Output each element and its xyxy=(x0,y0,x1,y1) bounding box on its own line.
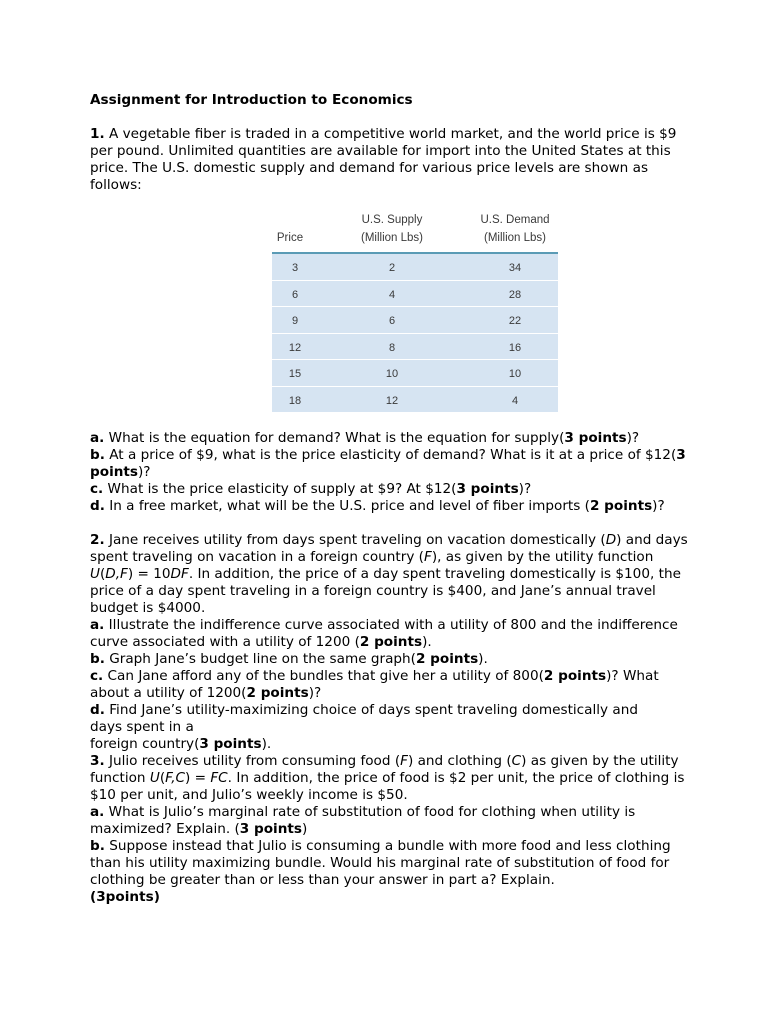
var: U xyxy=(90,566,100,582)
text: . In addition, the price of a day spent traveling domestically is $100, the price of a day spent traveling in a foreign country is $400, and Jane’s annual travel budget is $4000. xyxy=(90,566,681,616)
var: FC xyxy=(210,770,228,786)
cell-demand: 10 xyxy=(508,368,522,380)
header-demand-line2: (Million Lbs) xyxy=(484,232,546,244)
table-row xyxy=(272,281,558,308)
text: ) as given by the utility function xyxy=(90,753,679,786)
part-text: Suppose instead that Julio is consuming a bundle with more food and less clothing than his utility maximizing bundle. Would his marginal rate of substitution of food for clothing be greater than or less than your answer in part a? Explain. xyxy=(90,838,671,888)
cell-supply: 2 xyxy=(388,262,396,274)
text: Jane receives utility from days spent traveling on vacation domestically ( xyxy=(104,532,606,548)
var: F xyxy=(400,753,408,769)
part-text: ( xyxy=(90,889,97,905)
part-text-end: )? xyxy=(518,481,532,497)
part-label: c. xyxy=(90,481,104,497)
part-text-end: ) xyxy=(301,821,308,837)
part-text: What is the equation for demand? What is the equation for supply( xyxy=(104,430,565,446)
header-demand xyxy=(470,211,560,247)
part-text-end: ). xyxy=(478,651,488,667)
var: F xyxy=(423,549,432,565)
table-row xyxy=(272,254,558,281)
part-label: b. xyxy=(90,447,105,463)
question-1d xyxy=(90,498,690,515)
text: ( xyxy=(159,770,166,786)
cell-price: 12 xyxy=(288,341,302,354)
part-text: foreign country( xyxy=(90,736,200,752)
points: 3 points xyxy=(90,447,686,480)
question-3a xyxy=(90,804,690,838)
table-row xyxy=(272,360,558,387)
cell-price: 9 xyxy=(291,315,299,327)
part-text-end: )? xyxy=(652,498,665,514)
part-text: At a price of $9, what is the price elasticity of demand? What is it at a price of $12( xyxy=(104,447,677,463)
table-row xyxy=(272,307,558,334)
points: 2 points xyxy=(359,634,423,650)
cell-demand: 16 xyxy=(508,341,522,354)
cell-price: 3 xyxy=(291,262,299,274)
var: F,C xyxy=(165,770,186,786)
table-row xyxy=(272,334,558,361)
cell-demand: 28 xyxy=(508,288,522,301)
var: U xyxy=(149,770,160,786)
points: 3 points xyxy=(239,821,302,837)
table-header xyxy=(272,209,558,254)
points: 3 points xyxy=(199,736,262,752)
var: D,F xyxy=(105,566,128,582)
points: 3 points xyxy=(564,430,627,446)
header-price: Price xyxy=(276,232,304,244)
question-text: A vegetable fiber is traded in a competitive world market, and the world price is $9 per pound. Unlimited quantities are available for import into the United States at this price. The U.S. domestic supply and demand for various price levels are shown as follows: xyxy=(90,126,677,193)
var: C xyxy=(511,753,522,769)
part-label: a. xyxy=(90,430,105,446)
header-supply xyxy=(352,211,432,247)
text: ) and days spent traveling on vacation in a foreign country ( xyxy=(90,532,688,565)
part-text: Find Jane’s utility-maximizing choice of days spent traveling domestically and days spent in a xyxy=(90,702,638,735)
cell-supply: 8 xyxy=(388,341,396,354)
points: 3 points xyxy=(456,481,519,497)
question-number: 1. xyxy=(90,126,105,142)
part-label: a. xyxy=(90,804,105,820)
part-text: Graph Jane’s budget line on the same graph( xyxy=(104,651,416,667)
points: 3points xyxy=(96,889,154,905)
cell-supply: 12 xyxy=(385,394,399,407)
question-1a xyxy=(90,430,690,447)
part-text: In a free market, what will be the U.S. price and level of fiber imports ( xyxy=(104,498,590,514)
part-text-end: )? xyxy=(308,685,322,701)
supply-demand-table xyxy=(272,209,558,410)
text: ) = 10 xyxy=(127,566,171,582)
part-label: b. xyxy=(90,651,105,667)
cell-price: 6 xyxy=(291,288,299,301)
question-3-intro xyxy=(90,753,690,804)
cell-demand: 22 xyxy=(508,315,522,327)
points: 2 points xyxy=(543,668,607,684)
part-text: )? What about a utility of 1200( xyxy=(90,668,659,701)
question-1c xyxy=(90,481,690,498)
cell-supply: 10 xyxy=(385,368,399,380)
part-label: b. xyxy=(90,838,105,854)
text: . In addition, the price of food is $2 per unit, the price of clothing is $10 per unit, and Julio’s weekly income is $50. xyxy=(90,770,685,803)
text: ) = xyxy=(185,770,211,786)
var: D xyxy=(605,532,617,548)
cell-demand: 4 xyxy=(511,394,519,407)
part-label: a. xyxy=(90,617,105,633)
header-supply-line2: (Million Lbs) xyxy=(361,232,423,244)
text: ) and clothing ( xyxy=(407,753,512,769)
question-2b xyxy=(90,651,690,668)
text: Julio receives utility from consuming food ( xyxy=(104,753,401,769)
page-title: Assignment for Introduction to Economics xyxy=(90,92,413,108)
header-demand-line1: U.S. Demand xyxy=(480,214,550,226)
part-text: What is Julio’s marginal rate of substitution of food for clothing when utility is maximized? Explain. ( xyxy=(90,804,636,837)
part-text-end: )? xyxy=(138,464,151,480)
cell-demand: 34 xyxy=(508,262,522,274)
points: 2 points xyxy=(415,651,479,667)
part-text-end: ). xyxy=(261,736,272,752)
cell-price: 18 xyxy=(288,394,302,407)
cell-supply: 6 xyxy=(388,315,396,327)
question-2a xyxy=(90,617,690,651)
question-number: 3. xyxy=(90,753,105,769)
part-label: c. xyxy=(90,668,104,684)
part-text-end: ). xyxy=(422,634,432,650)
part-text: Illustrate the indifference curve associated with a utility of 800 and the indifference curve associated with a utility of 1200 ( xyxy=(90,617,678,650)
question-2c xyxy=(90,668,690,702)
part-text: What is the price elasticity of supply at $9? At $12( xyxy=(103,481,457,497)
points: 2 points xyxy=(589,498,653,514)
var: DF xyxy=(170,566,189,582)
question-2d xyxy=(90,702,660,753)
part-label: d. xyxy=(90,702,105,718)
text: ( xyxy=(99,566,106,582)
text: ), as given by the utility function xyxy=(431,549,654,565)
question-number: 2. xyxy=(90,532,105,548)
part-text: Can Jane afford any of the bundles that give her a utility of 800( xyxy=(103,668,544,684)
question-3b xyxy=(90,838,690,906)
part-label: d. xyxy=(90,498,105,514)
cell-price: 15 xyxy=(288,368,302,380)
header-supply-line1: U.S. Supply xyxy=(361,214,423,226)
points: 2 points xyxy=(246,685,309,701)
document-page xyxy=(90,92,690,906)
table-row xyxy=(272,387,558,414)
question-1b xyxy=(90,447,690,481)
question-2-intro xyxy=(90,532,690,617)
cell-supply: 4 xyxy=(388,288,396,301)
part-text-end: ) xyxy=(153,889,160,905)
question-1-intro xyxy=(90,126,690,194)
part-text-end: )? xyxy=(626,430,640,446)
